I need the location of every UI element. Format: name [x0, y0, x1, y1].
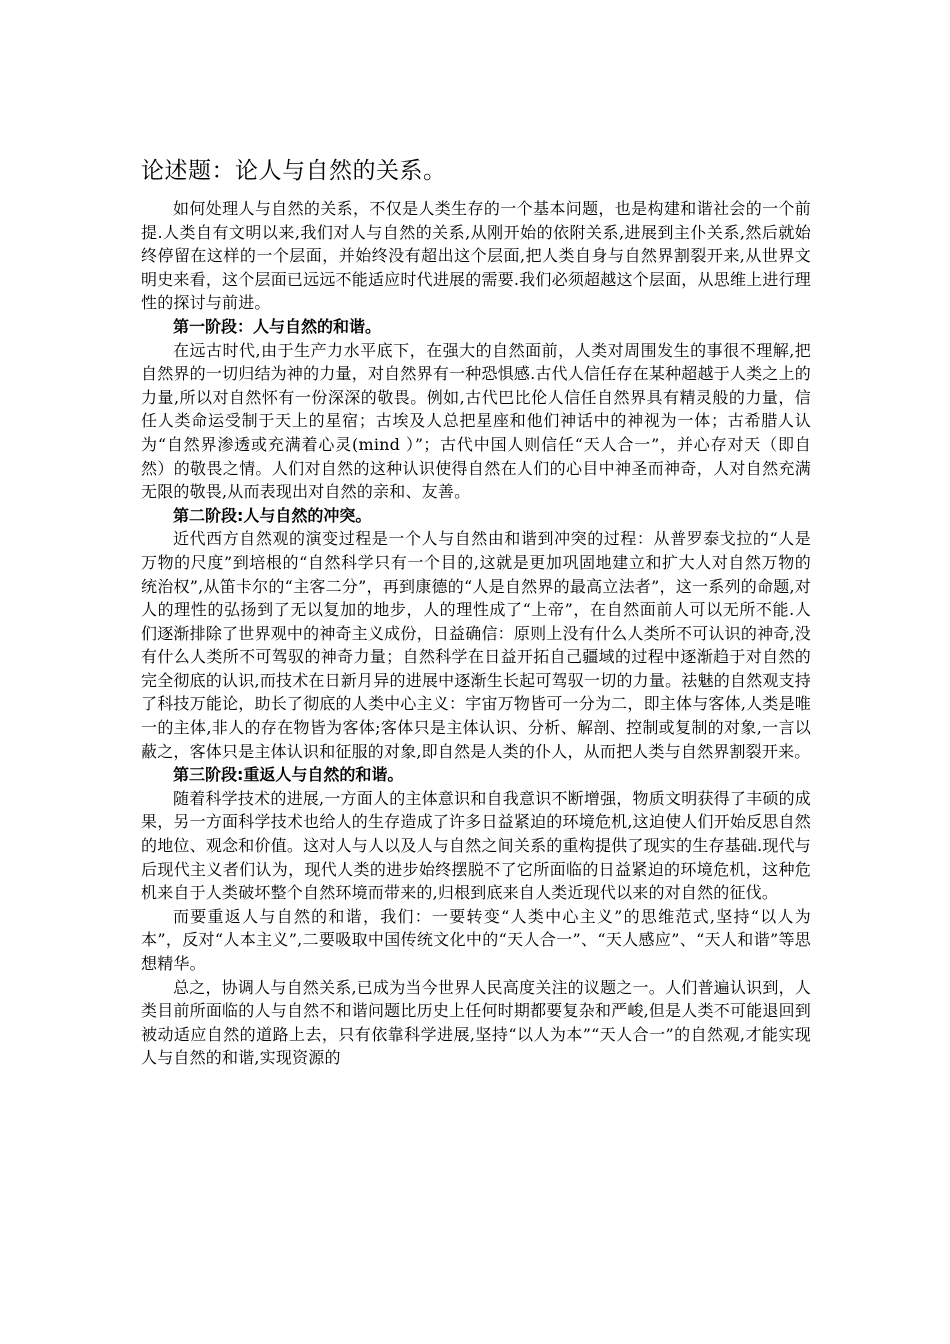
document-title: 论述题：论人与自然的关系。	[141, 158, 447, 184]
intro-paragraph: 如何处理人与自然的关系，不仅是人类生存的一个基本问题，也是构建和谐社会的一个前提.人类自有文明以来,我们对人与自然的关系,从刚开始的依附关系,进展到主仆关系,然后就始终停留在这样的一个层面，并始终没有超出这个层面,把人类自身与自然界割裂开来,从世界文明史来看，这个层面已远远不能适应时代进展的需要.我们必须超越这个层面，从思维上进行理性的探讨与前进。	[141, 199, 811, 313]
section-heading-3: 第三阶段:重返人与自然的和谐。	[173, 765, 404, 785]
section-paragraph-3: 随着科学技术的进展,一方面人的主体意识和自我意识不断增强，物质文明获得了丰硕的成果，另一方面科学技术也给人的生存造成了许多日益紧迫的环境危机,这迫使人们开始反思自然的地位、观念和价值。这对人与人以及人与自然之间关系的重构提供了现实的生存基础.现代与后现代主义者们认为，现代人类的进步始终摆脱不了它所面临的日益紧迫的环境危机，这种危机来自于人类破坏整个自然环境而带来的,归根到底来自人类近现代以来的对自然的征伐。	[141, 788, 811, 903]
section-heading-1: 第一阶段：人与自然的和谐。	[173, 316, 382, 336]
closing-paragraph-2: 总之，协调人与自然关系,已成为当今世界人民高度关注的议题之一。人们普遍认识到，人类目前所面临的人与自然不和谐问题比历史上任何时期都要复杂和严峻,但是人类不可能退回到被动适应自然的道路上去，只有依靠科学进展,坚持“以人为本”“天人合一”的自然观,才能实现人与自然的和谐,实现资源的	[141, 977, 811, 1068]
section-paragraph-1: 在远古时代,由于生产力水平底下，在强大的自然面前，人类对周围发生的事很不理解,把自然界的一切归结为神的力量，对自然界有一种恐惧感.古代人信任存在某种超越于人类之上的力量,所以对自然怀有一份深深的敬畏。例如,古代巴比伦人信任自然界具有精灵般的力量，信任人类命运受制于天上的星宿；古埃及人总把星座和他们神话中的神视为一体；古希腊人认为“自然界渗透或充满着心灵(mind ）”；古代中国人则信任“天人合一”，并心存对天（即自然）的敬畏之情。人们对自然的这种认识使得自然在人们的心目中神圣而神奇，人对自然充满无限的敬畏,从而表现出对自然的亲和、友善。	[141, 340, 811, 502]
section-heading-2: 第二阶段:人与自然的冲突。	[173, 505, 372, 525]
section-paragraph-2: 近代西方自然观的演变过程是一个人与自然由和谐到冲突的过程：从普罗泰戈拉的“人是万物的尺度”到培根的“自然科学只有一个目的,这就是更加巩固地建立和扩大人对自然万物的统治权”,从笛卡尔的“主客二分”，再到康德的“人是自然界的最高立法者”，这一系列的命题,对人的理性的弘扬到了无以复加的地步，人的理性成了“上帝”，在自然面前人可以无所不能.人们逐渐排除了世界观中的神奇主义成份，日益确信：原则上没有什么人类所不可认识的神奇,没有什么人类所不可驾驭的神奇力量；自然科学在日益开拓自己疆域的过程中逐渐趋于对自然的完全彻底的认识,而技术在日新月异的进展中逐渐生长起可驾驭一切的力量。祛魅的自然观支持了科技万能论，助长了彻底的人类中心主义：宇宙万物皆可一分为二，即主体与客体,人类是唯一的主体,非人的存在物皆为客体;客体只是主体认识、分析、解剖、控制或复制的对象,一言以蔽之，客体只是主体认识和征服的对象,即自然是人类的仆人，从而把人类与自然界割裂开来。	[141, 529, 811, 761]
closing-paragraph-1: 而要重返人与自然的和谐，我们：一要转变“人类中心主义”的思维范式,坚持“以人为本”，反对“人本主义”,二要吸取中国传统文化中的“天人合一”、“天人感应”、“天人和谐”等思想精华。	[141, 906, 811, 973]
document-body	[141, 155, 811, 1070]
